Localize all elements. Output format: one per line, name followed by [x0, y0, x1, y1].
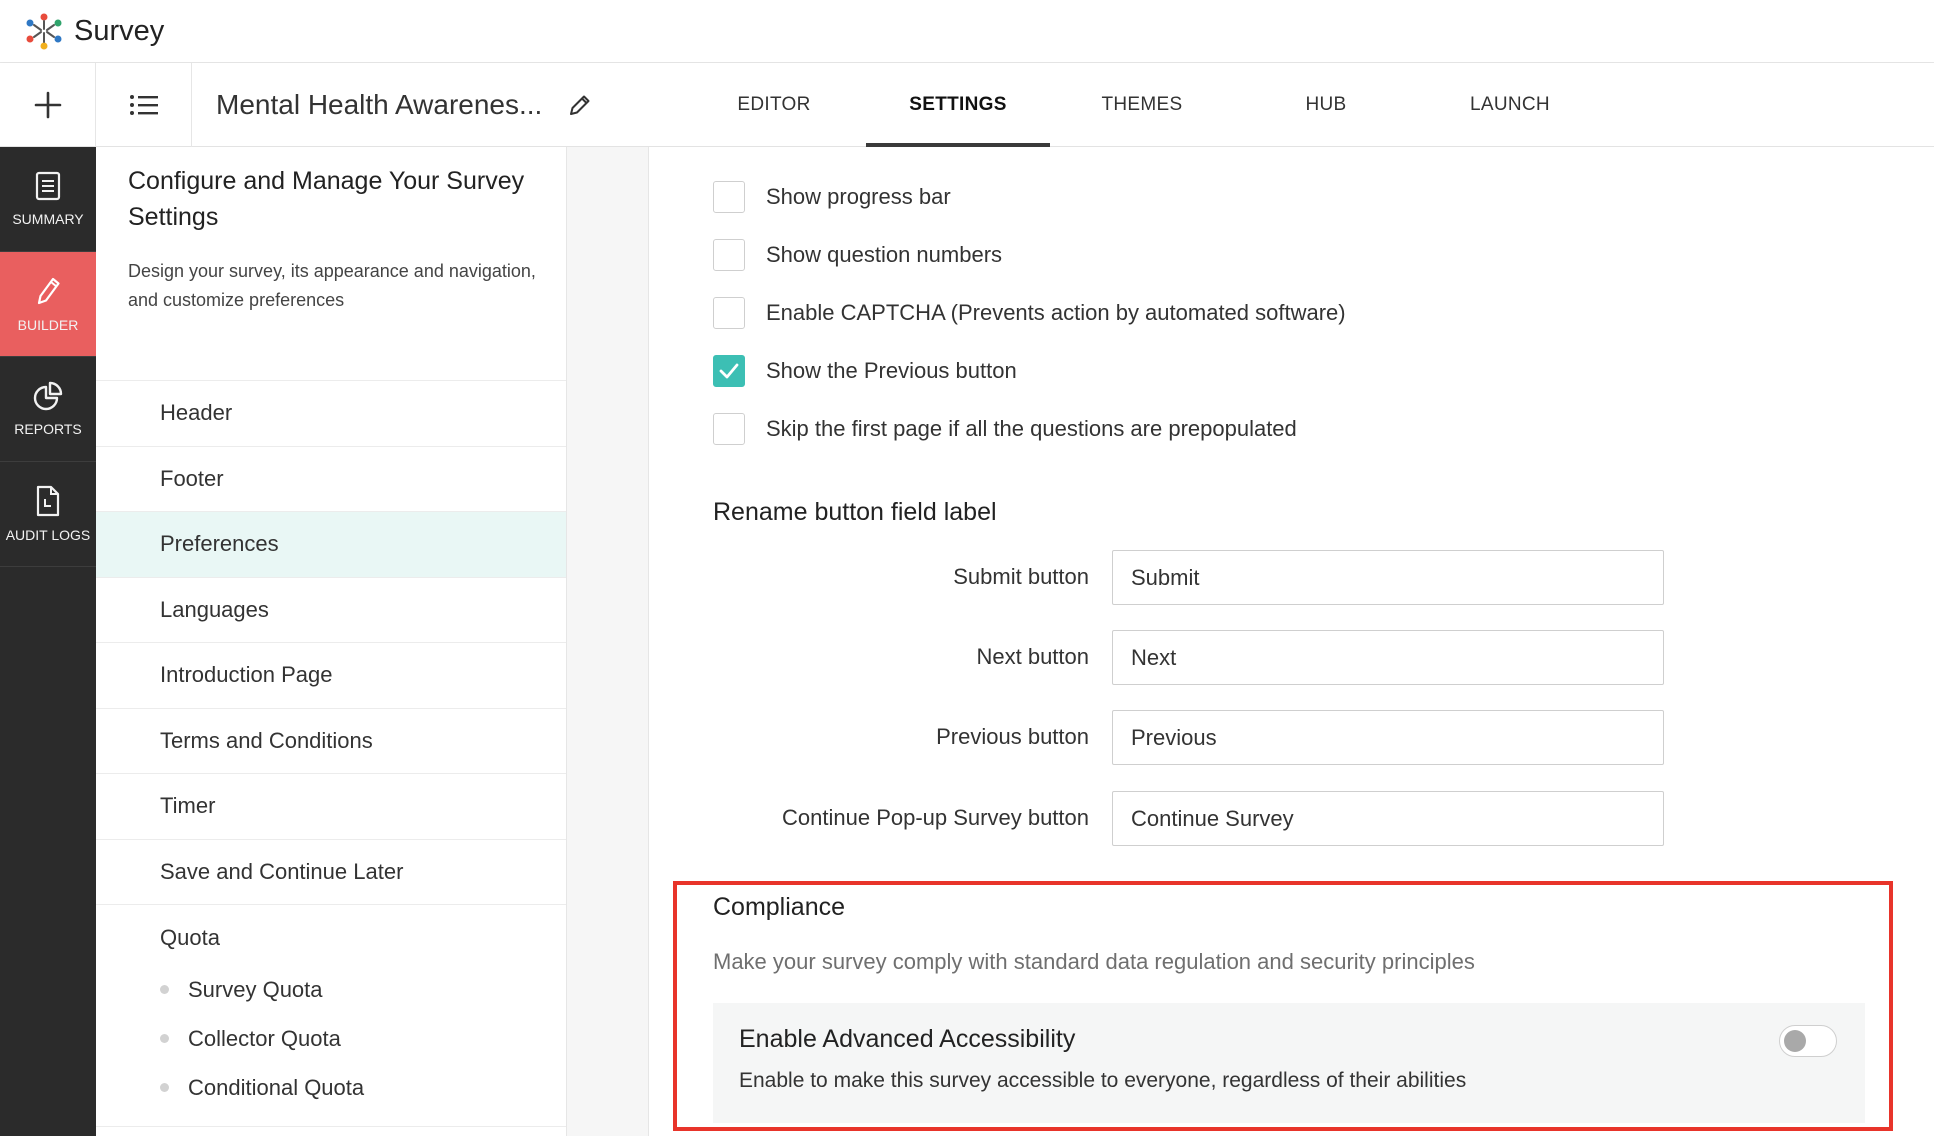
- nav-subitem-survey-quota[interactable]: [160, 965, 566, 1014]
- nav-item-introduction-page[interactable]: Introduction Page: [96, 643, 566, 709]
- tab-settings[interactable]: SETTINGS: [866, 63, 1050, 147]
- continue-popup-button-label: Continue Pop-up Survey button: [782, 805, 1089, 830]
- submit-button-label: Submit button: [953, 564, 1089, 589]
- rail-item-label: BUILDER: [17, 317, 79, 333]
- accessibility-description: Enable to make this survey accessible to everyone, regardless of their abilities: [739, 1069, 1467, 1092]
- survey-logo-icon: [22, 9, 66, 53]
- tab-editor[interactable]: EDITOR: [737, 94, 811, 115]
- nav-item-save-and-continue-later[interactable]: Save and Continue Later: [96, 840, 566, 906]
- submit-button-input[interactable]: [1112, 550, 1664, 605]
- subitem-label: Collector Quota: [188, 1025, 341, 1051]
- checkbox-box-checked[interactable]: [713, 355, 745, 387]
- rail-item-builder[interactable]: [0, 252, 96, 357]
- nav-item-timer[interactable]: Timer: [96, 774, 566, 840]
- brand-bar: [0, 0, 1934, 63]
- next-button-label: Next button: [976, 644, 1089, 669]
- nav-group-quota: [96, 905, 566, 1127]
- tab-themes[interactable]: THEMES: [1101, 94, 1183, 115]
- tab-hub[interactable]: HUB: [1305, 94, 1347, 115]
- nav-description: Design your survey, its appearance and navigation, and customize preferences: [128, 261, 536, 310]
- compliance-title: Compliance: [713, 893, 846, 921]
- add-button[interactable]: [0, 63, 96, 147]
- document-icon: [35, 171, 61, 201]
- pencil-icon: [34, 275, 62, 307]
- subitem-label: Survey Quota: [188, 976, 323, 1002]
- compliance-section: [673, 881, 1893, 1131]
- rail-item-label: SUMMARY: [12, 211, 84, 227]
- checkbox-box[interactable]: [713, 181, 745, 213]
- checkbox-show-progress-bar[interactable]: [713, 180, 951, 214]
- rail-item-label: REPORTS: [14, 421, 82, 437]
- audit-file-icon: [35, 485, 61, 517]
- nav-heading: Configure and Manage Your Survey Settings: [128, 167, 525, 231]
- pie-chart-icon: [33, 381, 63, 411]
- settings-nav-list: [96, 380, 566, 1127]
- checkmark-icon: [718, 362, 740, 380]
- rail-item-label: AUDIT LOGS: [5, 527, 91, 543]
- advanced-accessibility-card: [713, 1003, 1865, 1123]
- left-rail: [0, 147, 96, 1136]
- rename-section-title: Rename button field label: [713, 498, 997, 526]
- rail-item-reports[interactable]: [0, 357, 96, 462]
- preferences-content: [649, 147, 1934, 1136]
- content-gutter: [567, 147, 649, 1136]
- survey-list-button[interactable]: [96, 63, 192, 147]
- bullet-dot: [160, 985, 169, 994]
- previous-button-label: Previous button: [936, 724, 1089, 749]
- checkbox-label: Show the Previous button: [766, 358, 1017, 383]
- checkbox-label: Show progress bar: [766, 184, 951, 209]
- bullet-dot: [160, 1034, 169, 1043]
- previous-button-input[interactable]: [1112, 710, 1664, 765]
- accessibility-toggle[interactable]: [1779, 1025, 1837, 1057]
- checkbox-box[interactable]: [713, 297, 745, 329]
- tab-launch[interactable]: LAUNCH: [1470, 94, 1550, 115]
- accessibility-title: Enable Advanced Accessibility: [739, 1025, 1076, 1053]
- survey-title: Mental Health Awarenes...: [216, 89, 543, 120]
- next-button-input[interactable]: [1112, 630, 1664, 685]
- checkbox-enable-captcha[interactable]: [713, 296, 1346, 330]
- edit-title-pencil-icon[interactable]: [566, 91, 594, 119]
- nav-subitem-collector-quota[interactable]: [160, 1014, 566, 1063]
- checkbox-label: Enable CAPTCHA (Prevents action by automated software): [766, 300, 1346, 325]
- nav-item-footer[interactable]: Footer: [96, 447, 566, 513]
- nav-subitem-conditional-quota[interactable]: [160, 1063, 566, 1112]
- nav-item-quota[interactable]: Quota: [160, 925, 220, 950]
- nav-item-preferences[interactable]: Preferences: [96, 512, 566, 578]
- subitem-label: Conditional Quota: [188, 1074, 365, 1100]
- toggle-knob: [1784, 1030, 1806, 1052]
- rail-item-audit-logs[interactable]: [0, 462, 96, 567]
- checkbox-show-previous-button[interactable]: [713, 354, 1017, 388]
- rail-item-summary[interactable]: [0, 147, 96, 252]
- continue-popup-button-input[interactable]: [1112, 791, 1664, 846]
- nav-item-terms-and-conditions[interactable]: Terms and Conditions: [96, 709, 566, 775]
- compliance-description: Make your survey comply with standard data regulation and security principles: [713, 949, 1475, 974]
- checkbox-show-question-numbers[interactable]: [713, 238, 1002, 272]
- survey-header: [0, 63, 1934, 147]
- checkbox-skip-first-page[interactable]: [713, 412, 1297, 446]
- list-icon: [129, 93, 159, 117]
- app-name: Survey: [74, 14, 165, 47]
- main-tabs: [682, 63, 1602, 147]
- nav-item-header[interactable]: Header: [96, 381, 566, 447]
- checkbox-box[interactable]: [713, 413, 745, 445]
- settings-nav-panel: [96, 147, 567, 1136]
- checkbox-box[interactable]: [713, 239, 745, 271]
- checkbox-label: Skip the first page if all the questions are prepopulated: [766, 416, 1297, 441]
- nav-item-languages[interactable]: Languages: [96, 578, 566, 644]
- bullet-dot: [160, 1083, 169, 1092]
- checkbox-label: Show question numbers: [766, 242, 1003, 267]
- plus-icon: [33, 90, 63, 120]
